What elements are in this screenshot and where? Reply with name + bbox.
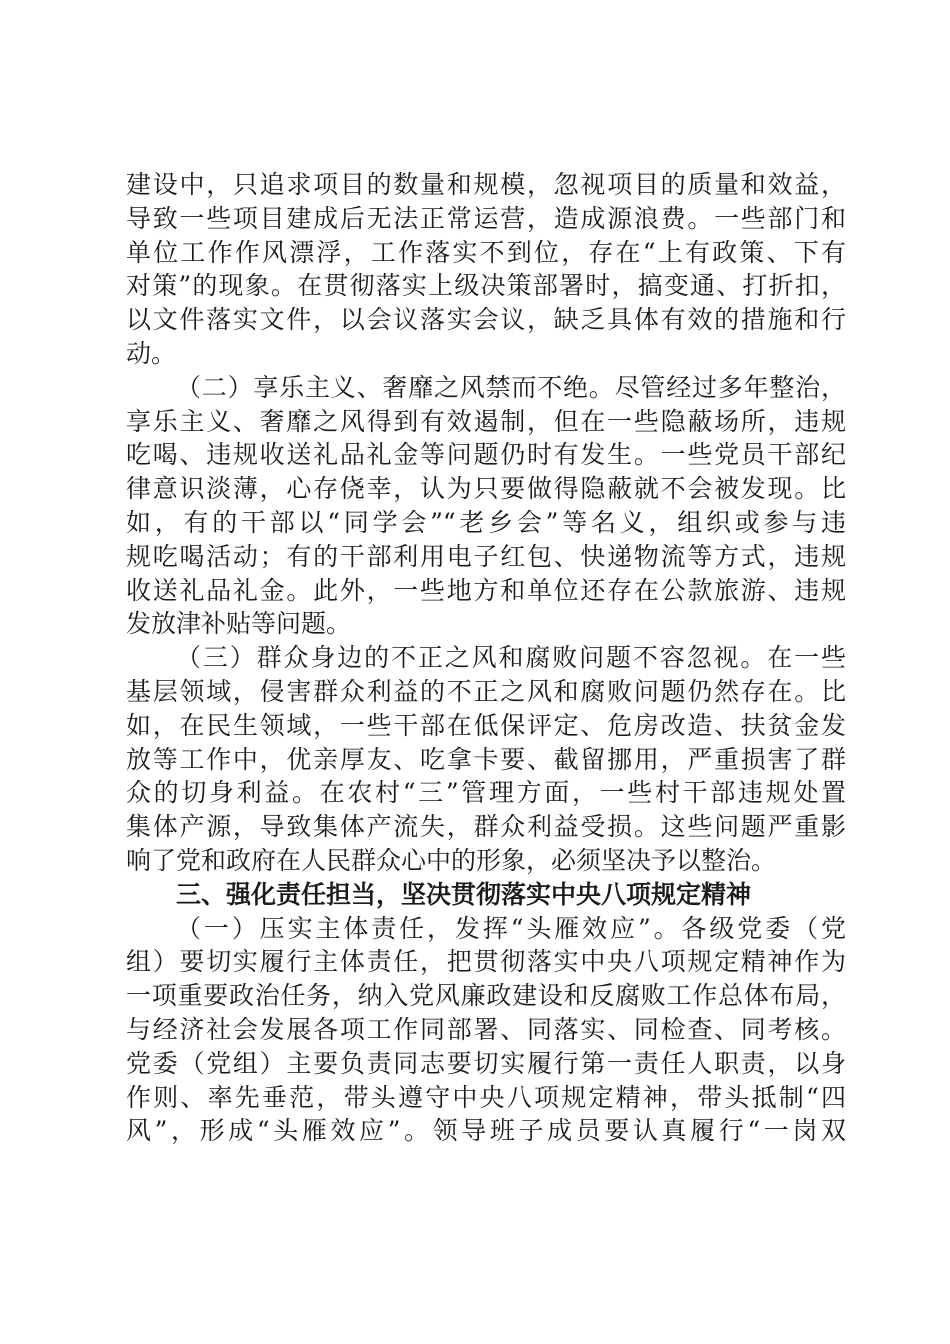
text-line: 作则、率先垂范，带头遵守中央八项规定精神，带头抵制“四 — [126, 1082, 846, 1112]
text-line: 组）要切实履行主体责任，把贯彻落实中央八项规定精神作为 — [126, 947, 846, 977]
text-line: 以文件落实文件，以会议落实会议，缺乏具体有效的措施和行 — [126, 305, 846, 335]
section-heading: 三、强化责任担当，坚决贯彻落实中央八项规定精神 — [176, 879, 752, 909]
paragraph-first-line: （二）享乐主义、奢靡之风禁而不绝。尽管经过多年整治， — [176, 372, 846, 402]
text-line: 党委（党组）主要负责同志要切实履行第一责任人职责，以身 — [126, 1048, 846, 1078]
text-line: 动。 — [126, 338, 177, 368]
text-line: 规吃喝活动；有的干部利用电子红包、快递物流等方式，违规 — [126, 541, 846, 571]
text-line: 导致一些项目建成后无法正常运营，造成源浪费。一些部门和 — [126, 203, 846, 233]
text-line: 集体产源，导致集体产流失，群众利益受损。这些问题严重影 — [126, 812, 846, 842]
text-line: 收送礼品礼金。此外，一些地方和单位还存在公款旅游、违规 — [126, 575, 846, 605]
text-line: 单位工作作风漂浮，工作落实不到位，存在“上有政策、下有 — [126, 237, 846, 267]
text-line: 一项重要政治任务，纳入党风廉政建设和反腐败工作总体布局， — [126, 981, 846, 1011]
text-line: 建设中，只追求项目的数量和规模，忽视项目的质量和效益， — [126, 170, 846, 199]
text-line: 如，在民生领域，一些干部在低保评定、危房改造、扶贫金发 — [126, 710, 846, 740]
text-line: 响了党和政府在人民群众心中的形象，必须坚决予以整治。 — [126, 845, 777, 875]
text-line: 风”，形成“头雁效应”。领导班子成员要认真履行“一岗双 — [126, 1116, 846, 1146]
text-line: 与经济社会发展各项工作同部署、同落实、同检查、同考核。 — [126, 1014, 846, 1044]
document-body — [126, 168, 846, 1148]
paragraph-first-line: （一）压实主体责任，发挥“头雁效应”。各级党委（党 — [176, 913, 846, 943]
text-line: 发放津补贴等问题。 — [126, 609, 352, 639]
paragraph-first-line: （三）群众身边的不正之风和腐败问题不容忽视。在一些 — [176, 643, 846, 673]
text-line: 吃喝、违规收送礼品礼金等问题仍时有发生。一些党员干部纪 — [126, 440, 846, 470]
text-line: 基层领域，侵害群众利益的不正之风和腐败问题仍然存在。比 — [126, 676, 846, 706]
text-line: 如，有的干部以“同学会”“老乡会”等名义，组织或参与违 — [126, 507, 846, 537]
text-line: 享乐主义、奢靡之风得到有效遏制，但在一些隐蔽场所，违规 — [126, 406, 846, 436]
text-line: 律意识淡薄，心存侥幸，认为只要做得隐蔽就不会被发现。比 — [126, 474, 846, 504]
text-line: 对策”的现象。在贯彻落实上级决策部署时，搞变通、打折扣， — [126, 271, 846, 301]
text-line: 众的切身利益。在农村“三”管理方面，一些村干部违规处置 — [126, 778, 846, 808]
text-line: 放等工作中，优亲厚友、吃拿卡要、截留挪用，严重损害了群 — [126, 744, 846, 774]
